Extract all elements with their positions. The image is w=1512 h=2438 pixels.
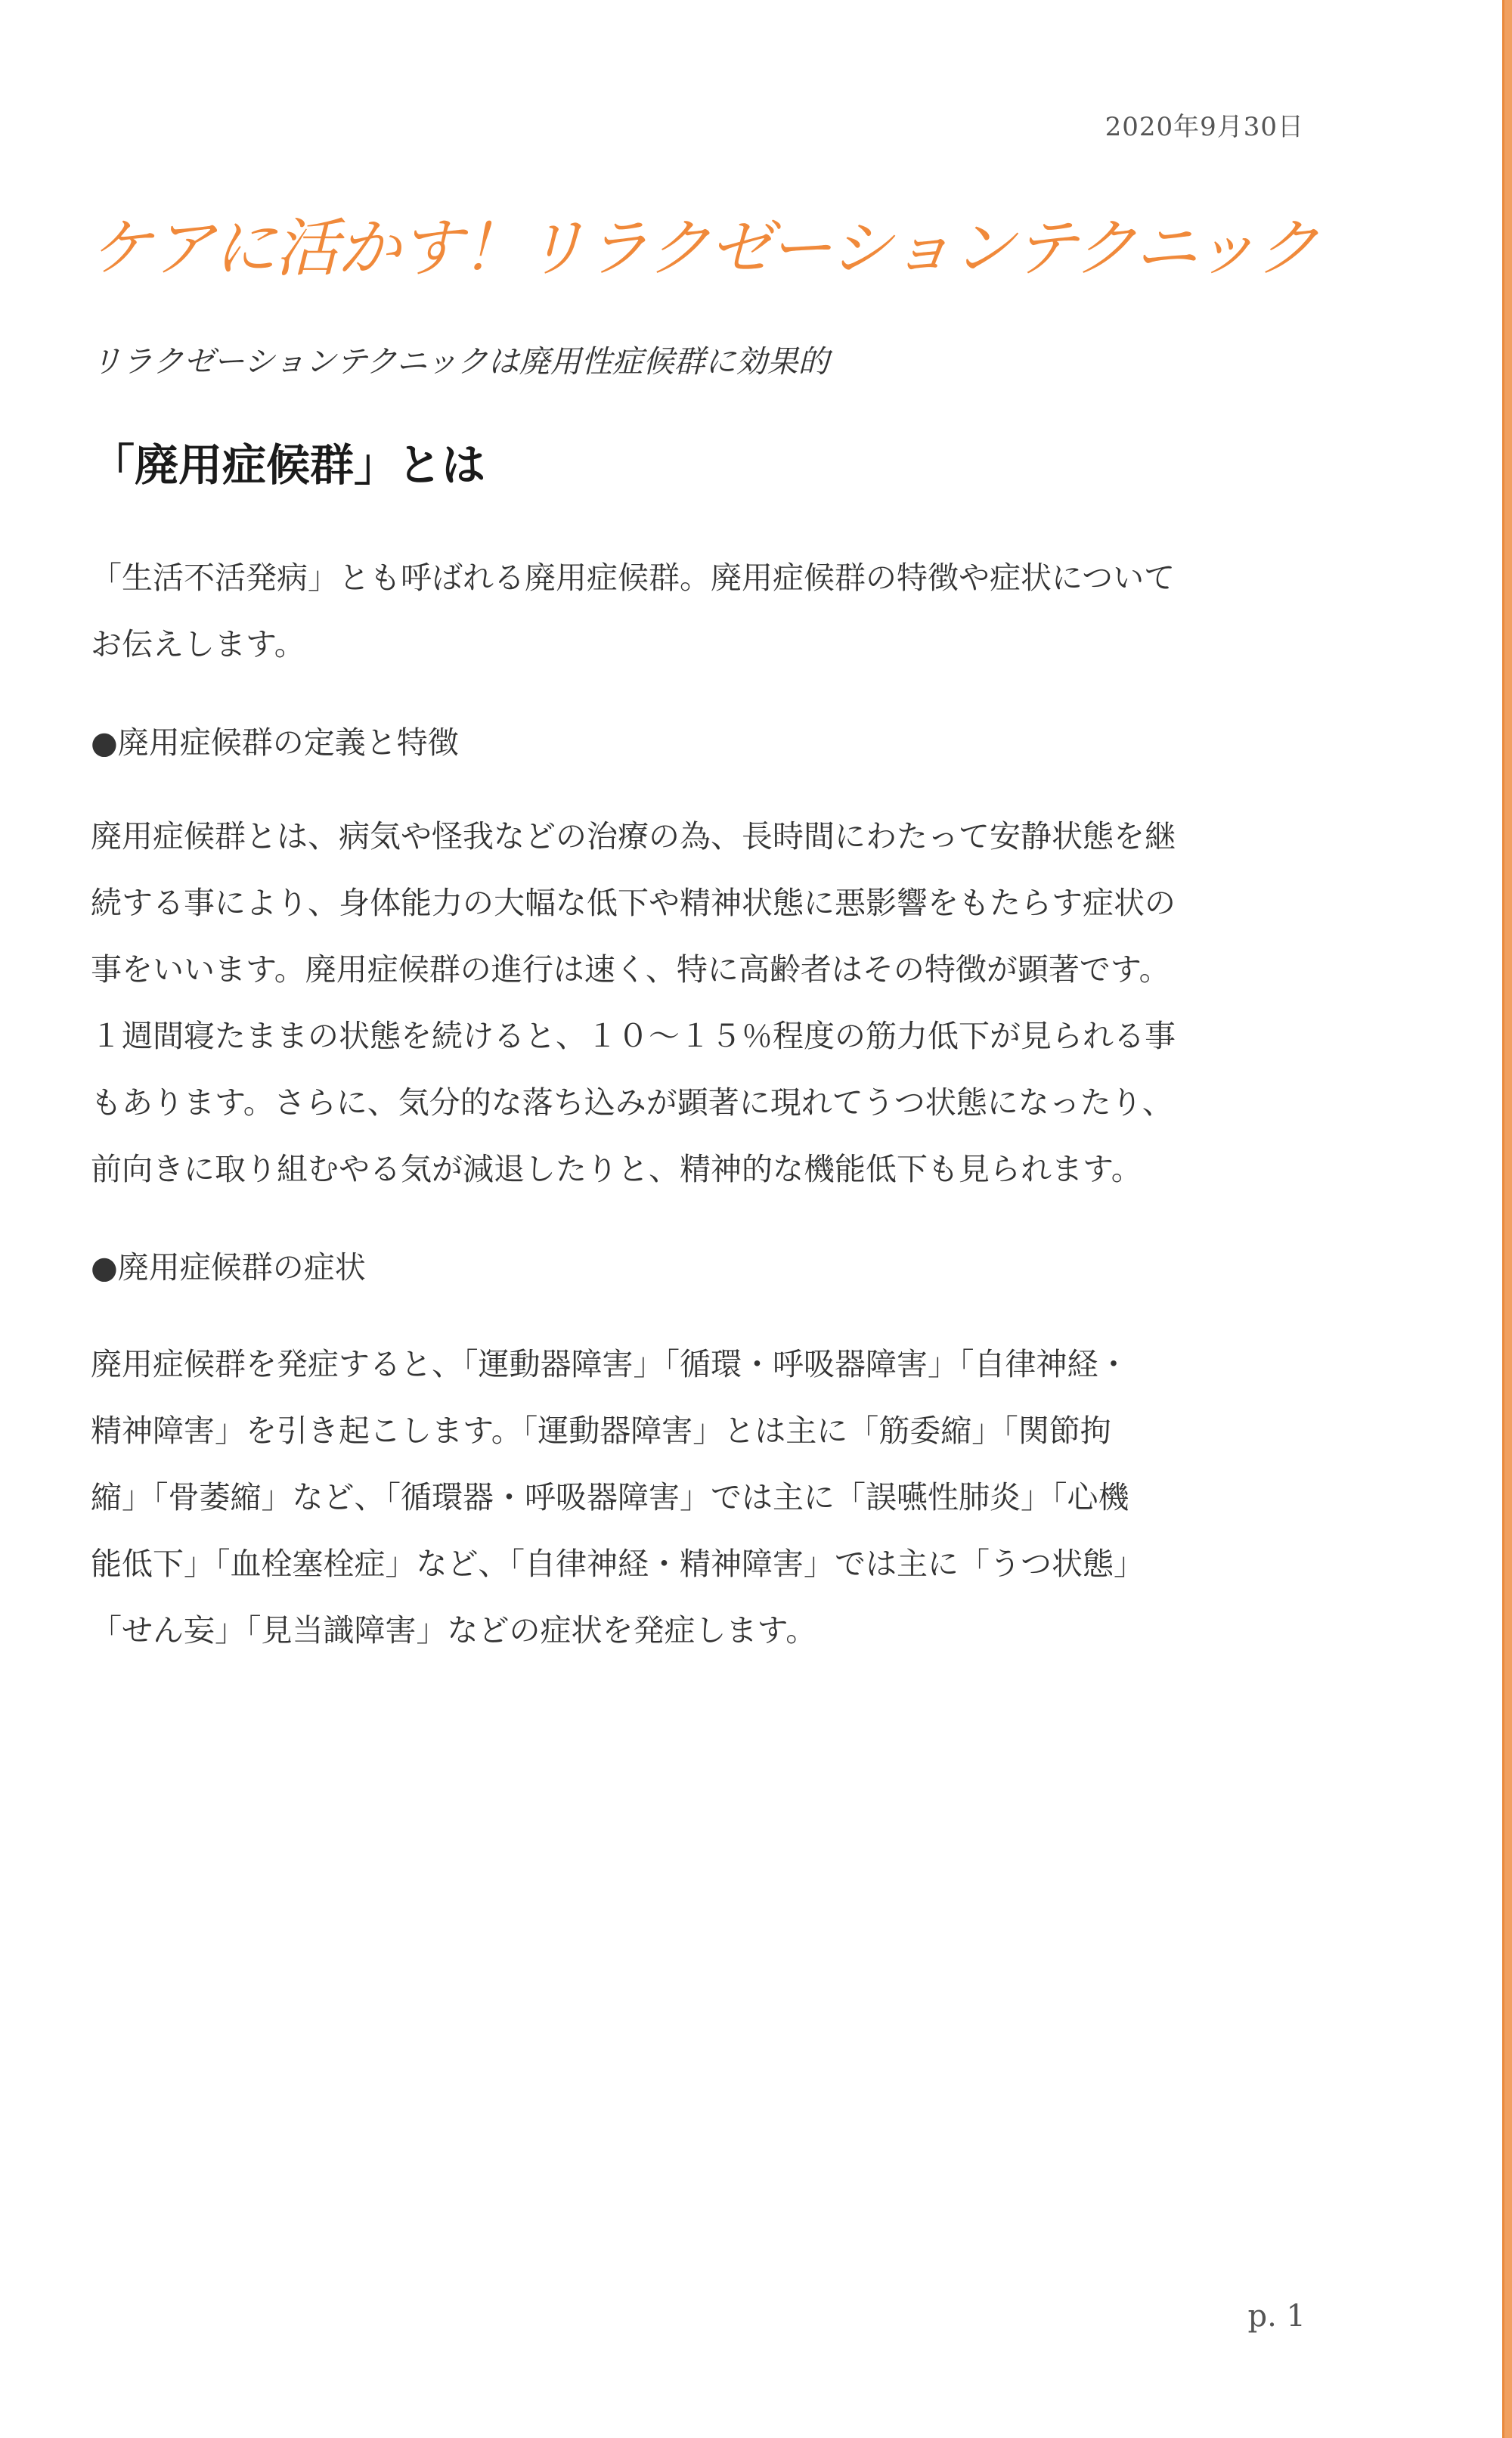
intro-paragraph: 「生活不活発病」とも呼ばれる廃用症候群。廃用症候群の特徴や症状について お伝えします。 — [91, 560, 1176, 662]
definition-subheading: ●廃用症候群の定義と特徴 — [91, 724, 459, 761]
symptoms-subheading: ●廃用症候群の症状 — [91, 1249, 366, 1286]
page-edge-accent-bar — [1504, 0, 1512, 2438]
document-title: ケアに活かす！リラクゼーションテクニック — [89, 211, 1318, 285]
document-date: 2020年9月30日 — [1105, 112, 1304, 142]
symptoms-paragraph: 廃用症候群を発症すると、「運動器障害」「循環・呼吸器障害」「自律神経・ 精神障害」を引き起こします。「運動器障害」とは主に「筋委縮」「関節拘 縮」「骨萎縮」など、「循環器・呼吸器障害」では主に「誤嚥性肺炎」「心機 能低下」「血栓塞栓症」など、「自律神経・精神障害」では主に「うつ状態」 「せん妄」「見当識障害」などの症状を発症します。 — [91, 1346, 1145, 1649]
section-heading: 「廃用症候群」とは — [91, 439, 486, 491]
definition-paragraph: 廃用症候群とは、病気や怪我などの治療の為、長時間にわたって安静状態を継 続する事により、身体能力の大幅な低下や精神状態に悪影響をもたらす症状の 事をいいます。廃用症候群の進行は速く、特に高齢者はその特徴が顕著です。 １週間寝たままの状態を続けると、１０～１５％程度の筋力低下が見られる事 もあります。さらに、気分的な落ち込みが顕著に現れてうつ状態になったり、 前向きに取り組むやる気が減退したりと、精神的な機能低下も見られます。 — [91, 818, 1176, 1187]
document-subtitle: リラクゼーションテクニックは廃用性症候群に効果的 — [91, 343, 829, 380]
page-number: p. 1 — [1247, 2299, 1306, 2334]
